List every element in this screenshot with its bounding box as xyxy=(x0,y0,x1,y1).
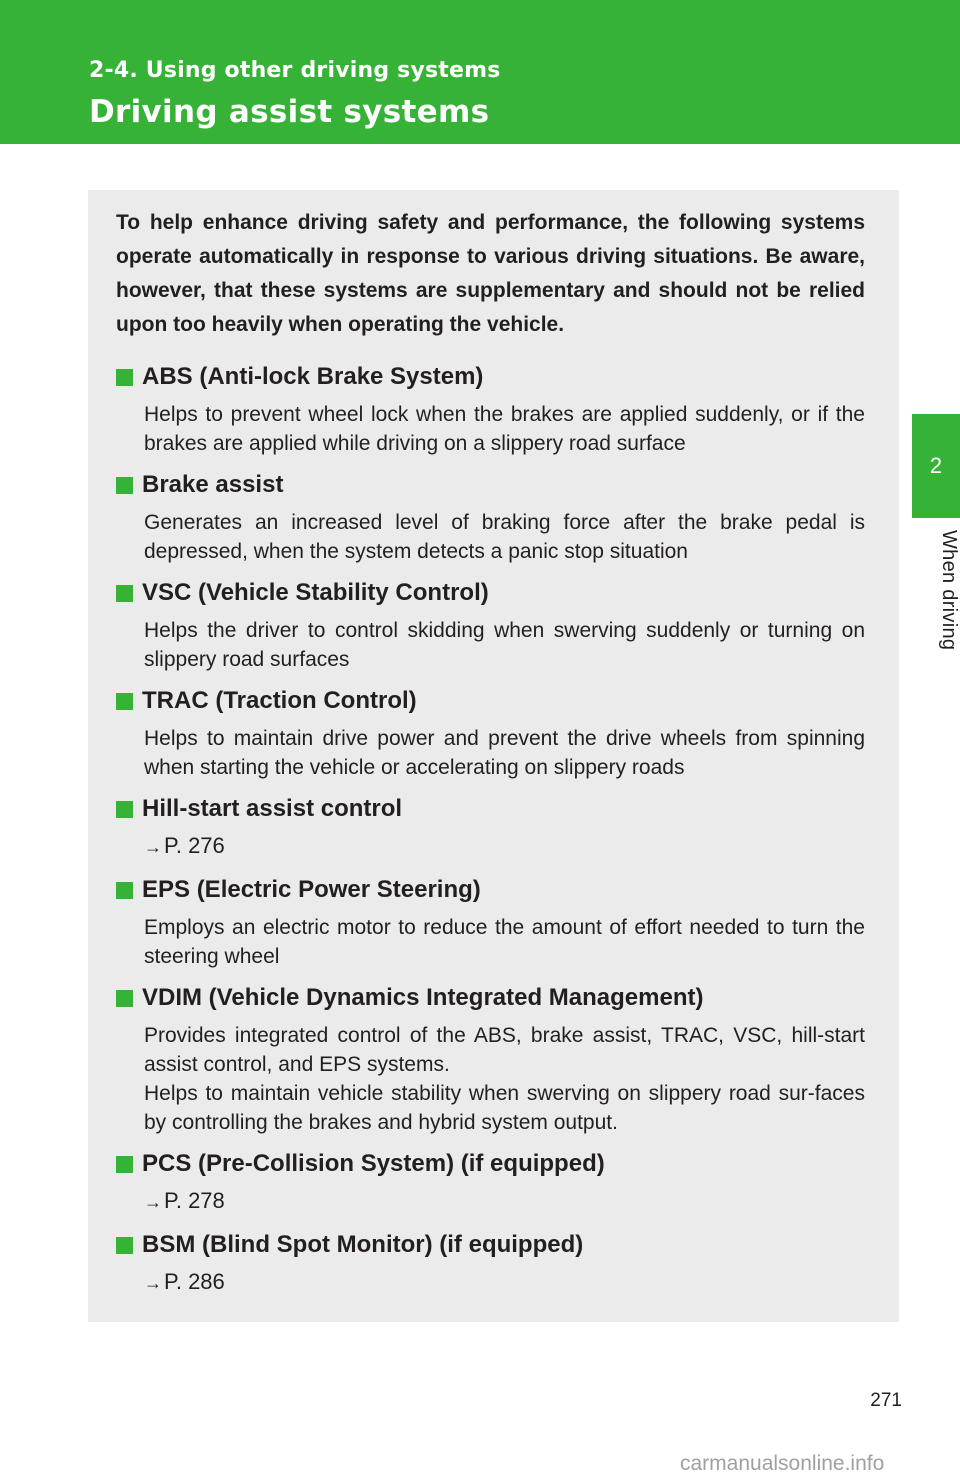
item-heading: EPS (Electric Power Steering) xyxy=(142,876,481,903)
item-heading: VSC (Vehicle Stability Control) xyxy=(142,579,489,606)
item-abs xyxy=(116,360,865,458)
arrow-right-icon: → xyxy=(144,1273,162,1293)
item-heading: ABS (Anti-lock Brake System) xyxy=(142,363,484,390)
item-vdim xyxy=(116,981,865,1137)
page-reference: P. 278 xyxy=(164,1188,225,1213)
chapter-tab[interactable] xyxy=(912,414,960,518)
item-body: Helps to prevent wheel lock when the brakes are applied suddenly, or if the brakes are applied while driving on a slippery road surface xyxy=(144,403,865,455)
item-body: Helps to maintain drive power and prevent the drive wheels from spinning when starting the vehicle or accelerating on slippery roads xyxy=(144,727,865,779)
arrow-right-icon: → xyxy=(144,837,162,857)
arrow-right-icon: → xyxy=(144,1192,162,1212)
item-body-continued: Helps to maintain vehicle stability when swerving on slippery road sur-faces by controlling the brakes and hybrid system output. xyxy=(144,1082,865,1134)
item-body: Provides integrated control of the ABS, brake assist, TRAC, VSC, hill-start assist control, and EPS systems. xyxy=(144,1024,865,1076)
item-heading: VDIM (Vehicle Dynamics Integrated Management) xyxy=(142,984,704,1011)
intro-paragraph: To help enhance driving safety and performance, the following systems operate automatically in response to various driving situations. Be aware, however, that these systems are supplementary and should not be relied upon too heavily when operating the vehicle. xyxy=(116,211,865,336)
item-brake-assist xyxy=(116,468,865,566)
page-reference-link[interactable] xyxy=(144,830,865,863)
item-eps xyxy=(116,873,865,971)
page-reference-link[interactable] xyxy=(144,1266,865,1299)
page-reference: P. 286 xyxy=(164,1269,225,1294)
item-heading: Hill-start assist control xyxy=(142,795,403,822)
page-title: Driving assist systems xyxy=(89,94,490,130)
content-panel xyxy=(88,190,899,1322)
page-reference: P. 276 xyxy=(164,833,225,858)
item-trac xyxy=(116,684,865,782)
bullet-square-icon xyxy=(116,477,133,494)
item-heading: Brake assist xyxy=(142,471,284,498)
chapter-label: When driving xyxy=(938,530,960,651)
chapter-number: 2 xyxy=(929,453,943,478)
item-vsc xyxy=(116,576,865,674)
page-reference-link[interactable] xyxy=(144,1185,865,1218)
bullet-square-icon xyxy=(116,1237,133,1254)
bullet-square-icon xyxy=(116,882,133,899)
bullet-square-icon xyxy=(116,1156,133,1173)
item-heading: PCS (Pre-Collision System) (if equipped) xyxy=(142,1150,605,1177)
item-heading: TRAC (Traction Control) xyxy=(142,687,417,714)
page-header xyxy=(0,0,960,144)
bullet-square-icon xyxy=(116,369,133,386)
item-pcs xyxy=(116,1147,865,1218)
item-body: Helps the driver to control skidding when swerving suddenly or turning on slippery road surfaces xyxy=(144,619,865,671)
item-heading: BSM (Blind Spot Monitor) (if equipped) xyxy=(142,1231,584,1258)
watermark-text: carmanualsonline.info xyxy=(680,1452,885,1475)
item-hill-start xyxy=(116,792,865,863)
bullet-square-icon xyxy=(116,585,133,602)
section-label: 2-4. Using other driving systems xyxy=(89,58,501,83)
bullet-square-icon xyxy=(116,990,133,1007)
bullet-square-icon xyxy=(116,801,133,818)
item-body: Employs an electric motor to reduce the amount of effort needed to turn the steering wheel xyxy=(144,916,865,968)
page-number: 271 xyxy=(870,1390,902,1411)
item-bsm xyxy=(116,1228,865,1299)
bullet-square-icon xyxy=(116,693,133,710)
item-body: Generates an increased level of braking force after the brake pedal is depressed, when the system detects a panic stop situation xyxy=(144,511,865,563)
